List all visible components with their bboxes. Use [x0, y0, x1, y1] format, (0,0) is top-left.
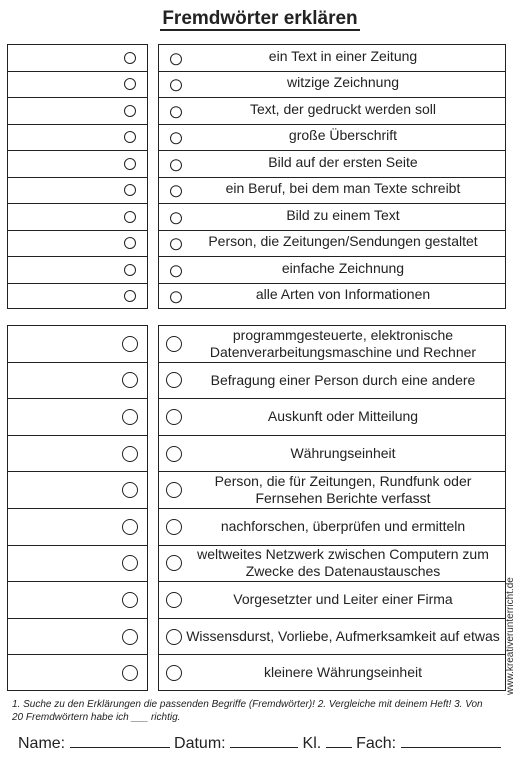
term-answer-cell[interactable]	[7, 581, 148, 618]
term-answer-cell[interactable]	[7, 618, 148, 655]
definition-text: Person, die Zeitungen/Sendungen gestaltet	[208, 233, 478, 250]
match-row	[7, 177, 506, 204]
matching-table-2	[7, 325, 506, 691]
definition-cell	[158, 44, 506, 71]
term-answer-cell[interactable]	[7, 230, 148, 257]
term-answer-cell[interactable]	[7, 654, 148, 691]
term-answer-cell[interactable]	[7, 124, 148, 151]
definition-cell	[158, 435, 506, 472]
match-row	[7, 97, 506, 124]
definition-circle-icon[interactable]	[170, 79, 182, 91]
definition-text: Auskunft oder Mitteilung	[267, 408, 419, 425]
term-answer-cell[interactable]	[7, 177, 148, 204]
class-blank[interactable]	[326, 733, 352, 748]
definition-text: alle Arten von Informationen	[255, 285, 431, 302]
definition-cell	[158, 230, 506, 257]
date-label: Datum:	[174, 735, 226, 752]
match-row	[7, 230, 506, 257]
definition-text: nachforschen, überprüfen und ermitteln	[220, 518, 466, 535]
class-label: Kl.	[302, 735, 322, 752]
term-answer-cell[interactable]	[7, 435, 148, 472]
definition-text: ein Beruf, bei dem man Texte schreibt	[225, 180, 461, 197]
definition-circle-icon[interactable]	[166, 629, 182, 645]
definition-text: Vorgesetzter und Leiter einer Firma	[233, 591, 453, 608]
definition-cell	[158, 362, 506, 399]
match-row	[7, 398, 506, 435]
name-blank[interactable]	[70, 733, 170, 748]
definition-cell	[158, 177, 506, 204]
definition-text: Bild zu einem Text	[286, 206, 400, 223]
term-circle-icon[interactable]	[124, 290, 136, 302]
match-row	[7, 654, 506, 691]
definition-cell	[158, 508, 506, 545]
term-answer-cell[interactable]	[7, 508, 148, 545]
term-answer-cell[interactable]	[7, 203, 148, 230]
definition-circle-icon[interactable]	[170, 291, 182, 303]
match-row	[7, 150, 506, 177]
definition-cell	[158, 71, 506, 98]
instructions: 1. Suche zu den Erklärungen die passenden Begriffe (Fremdwörter)! 2. Vergleiche mit deinem Heft! 3. Von 20 Fremdwörtern habe ich ___ richtig.	[12, 699, 483, 723]
term-circle-icon[interactable]	[122, 336, 138, 352]
definition-text: Befragung einer Person durch eine andere	[210, 371, 476, 388]
definition-cell	[158, 581, 506, 618]
term-circle-icon[interactable]	[124, 211, 136, 223]
term-circle-icon[interactable]	[122, 592, 138, 608]
definition-cell	[158, 398, 506, 435]
match-row	[7, 203, 506, 230]
definition-circle-icon[interactable]	[170, 212, 182, 224]
subject-blank[interactable]	[401, 733, 501, 748]
match-row	[7, 325, 506, 362]
subject-label: Fach:	[356, 735, 397, 752]
date-blank[interactable]	[230, 733, 298, 748]
definition-cell	[158, 203, 506, 230]
definition-cell	[158, 545, 506, 582]
definition-cell	[158, 124, 506, 151]
term-answer-cell[interactable]	[7, 283, 148, 310]
term-circle-icon[interactable]	[124, 131, 136, 143]
term-circle-icon[interactable]	[124, 184, 136, 196]
term-circle-icon[interactable]	[122, 482, 138, 498]
term-answer-cell[interactable]	[7, 256, 148, 283]
match-row	[7, 362, 506, 399]
definition-text: Person, die für Zeitungen, Rundfunk oder Fernsehen Berichte verfasst	[214, 473, 472, 507]
term-circle-icon[interactable]	[124, 105, 136, 117]
definition-cell	[158, 618, 506, 655]
definition-circle-icon[interactable]	[166, 482, 182, 498]
term-circle-icon[interactable]	[124, 78, 136, 90]
definition-cell	[158, 325, 506, 362]
term-circle-icon[interactable]	[122, 629, 138, 645]
definition-circle-icon[interactable]	[166, 446, 182, 462]
definition-text: Währungseinheit	[290, 445, 396, 462]
matching-table-1	[7, 44, 506, 309]
match-row	[7, 71, 506, 98]
term-answer-cell[interactable]	[7, 44, 148, 71]
match-row	[7, 44, 506, 71]
term-answer-cell[interactable]	[7, 150, 148, 177]
term-circle-icon[interactable]	[122, 555, 138, 571]
term-circle-icon[interactable]	[122, 409, 138, 425]
definition-circle-icon[interactable]	[166, 336, 182, 352]
match-row	[7, 471, 506, 508]
term-circle-icon[interactable]	[124, 52, 136, 64]
term-answer-cell[interactable]	[7, 71, 148, 98]
definition-cell	[158, 97, 506, 124]
term-circle-icon[interactable]	[124, 264, 136, 276]
term-answer-cell[interactable]	[7, 325, 148, 362]
definition-circle-icon[interactable]	[166, 592, 182, 608]
match-row	[7, 545, 506, 582]
definition-circle-icon[interactable]	[170, 159, 182, 171]
match-row	[7, 581, 506, 618]
definition-text: Bild auf der ersten Seite	[268, 153, 418, 170]
name-label: Name:	[18, 735, 66, 752]
definition-circle-icon[interactable]	[166, 519, 182, 535]
term-circle-icon[interactable]	[122, 665, 138, 681]
definition-cell	[158, 256, 506, 283]
definition-circle-icon[interactable]	[170, 53, 182, 65]
term-answer-cell[interactable]	[7, 362, 148, 399]
definition-cell	[158, 654, 506, 691]
match-row	[7, 508, 506, 545]
term-answer-cell[interactable]	[7, 398, 148, 435]
definition-text: witzige Zeichnung	[286, 74, 400, 91]
definition-circle-icon[interactable]	[166, 409, 182, 425]
definition-text: kleinere Währungseinheit	[264, 664, 422, 681]
definition-circle-icon[interactable]	[166, 555, 182, 571]
term-circle-icon[interactable]	[122, 372, 138, 388]
definition-cell	[158, 283, 506, 310]
website-credit: www.kreativerunterricht.de	[505, 577, 516, 695]
definition-circle-icon[interactable]	[170, 238, 182, 250]
term-answer-cell[interactable]	[7, 97, 148, 124]
match-row	[7, 283, 506, 310]
definition-text: Wissensdurst, Vorliebe, Aufmerksamkeit auf etwas	[186, 628, 500, 645]
definition-circle-icon[interactable]	[170, 132, 182, 144]
match-row	[7, 256, 506, 283]
worksheet-title: Fremdwörter erklären	[162, 8, 358, 29]
match-row	[7, 124, 506, 151]
term-circle-icon[interactable]	[122, 446, 138, 462]
definition-text: große Überschrift	[288, 127, 398, 144]
definition-text: ein Text in einer Zeitung	[268, 47, 418, 64]
definition-text: programmgesteuerte, elektronische Datenverarbeitungsmaschine und Rechner	[209, 326, 477, 360]
definition-circle-icon[interactable]	[166, 372, 182, 388]
term-circle-icon[interactable]	[124, 158, 136, 170]
term-answer-cell[interactable]	[7, 471, 148, 508]
term-circle-icon[interactable]	[122, 519, 138, 535]
definition-cell	[158, 150, 506, 177]
footer-fields	[18, 733, 501, 753]
definition-text: einfache Zeichnung	[281, 259, 405, 276]
definition-text: Text, der gedruckt werden soll	[250, 100, 436, 117]
definition-cell	[158, 471, 506, 508]
term-circle-icon[interactable]	[124, 237, 136, 249]
match-row	[7, 618, 506, 655]
definition-circle-icon[interactable]	[170, 185, 182, 197]
match-row	[7, 435, 506, 472]
term-answer-cell[interactable]	[7, 545, 148, 582]
definition-circle-icon[interactable]	[166, 665, 182, 681]
definition-circle-icon[interactable]	[170, 106, 182, 118]
definition-text: weltweites Netzwerk zwischen Computern zum Zwecke des Datenaustausches	[197, 546, 489, 580]
definition-circle-icon[interactable]	[170, 265, 182, 277]
